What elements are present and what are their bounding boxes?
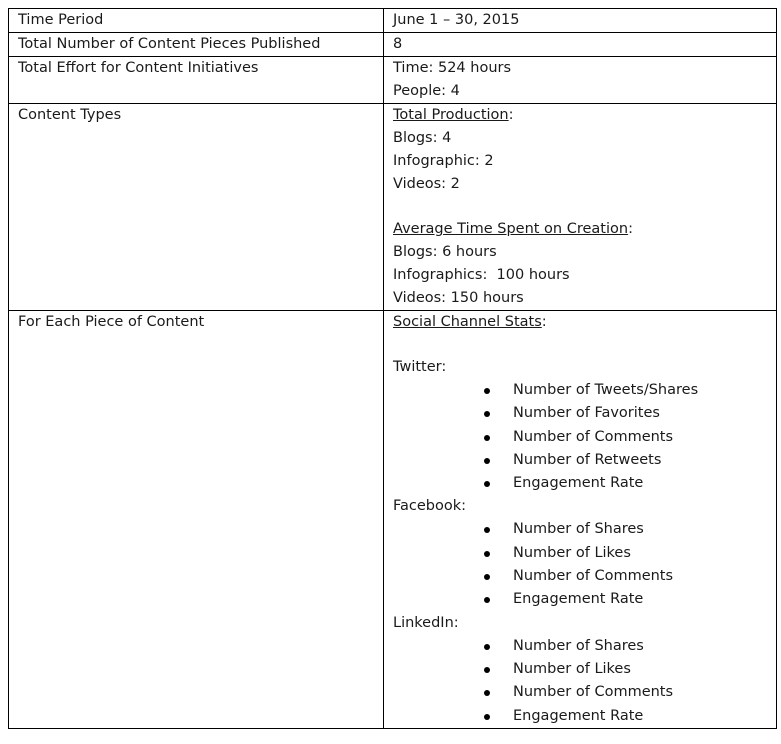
- row-value-cell: [384, 57, 777, 104]
- heading-colon: :: [541, 314, 547, 330]
- bullet-icon: [484, 714, 490, 720]
- list-item-text: Engagement Rate: [513, 707, 644, 724]
- bullet-icon: [484, 690, 490, 696]
- list-item-text: Number of Likes: [513, 660, 631, 677]
- list-item-text: Number of Likes: [513, 544, 631, 561]
- table-row-total-pieces: [9, 33, 777, 57]
- list-item: [393, 402, 767, 425]
- social-stats-heading-text: Social Channel Stats: [393, 314, 542, 330]
- channel-facebook-label: Facebook:: [393, 498, 467, 515]
- bullet-icon: [484, 435, 490, 441]
- list-item: [393, 472, 767, 495]
- row-value: June 1 – 30, 2015: [393, 12, 520, 28]
- table-row-total-effort: [9, 57, 777, 104]
- list-item-text: Number of Comments: [513, 568, 674, 585]
- production-blogs: Blogs: 4: [393, 130, 452, 146]
- row-label-cell: [9, 33, 384, 57]
- list-item: [393, 681, 767, 704]
- list-item: [393, 449, 767, 472]
- row-label: Content Types: [18, 107, 122, 123]
- row-label-cell: [9, 104, 384, 311]
- average-time-heading-text: Average Time Spent on Creation: [393, 221, 629, 237]
- bullet-icon: [484, 458, 490, 464]
- bullet-icon: [484, 644, 490, 650]
- facebook-metrics-list: [393, 518, 767, 611]
- list-item-text: Number of Shares: [513, 521, 644, 538]
- social-stats-heading: [393, 311, 767, 334]
- table-row-time-period: [9, 9, 777, 33]
- avg-infographics: Infographics: 100 hours: [393, 267, 570, 283]
- list-item-text: Number of Retweets: [513, 451, 662, 468]
- table-row-each-piece: [9, 311, 777, 729]
- linkedin-metrics-list: [393, 635, 767, 728]
- bullet-icon: [484, 574, 490, 580]
- row-label-cell: [9, 9, 384, 33]
- channel-linkedin-label: LinkedIn:: [393, 614, 459, 631]
- row-label-cell: [9, 311, 384, 729]
- bullet-icon: [484, 667, 490, 673]
- bullet-icon: [484, 597, 490, 603]
- avg-blogs: Blogs: 6 hours: [393, 244, 497, 260]
- average-time-heading: [393, 218, 767, 241]
- effort-people: People: 4: [393, 83, 460, 99]
- list-item-text: Number of Shares: [513, 637, 644, 654]
- bullet-icon: [484, 388, 490, 394]
- production-infographic: Infographic: 2: [393, 153, 494, 169]
- effort-time: Time: 524 hours: [393, 60, 512, 76]
- list-item-text: Number of Comments: [513, 684, 674, 701]
- table-row-content-types: [9, 104, 777, 311]
- list-item: [393, 542, 767, 565]
- production-videos: Videos: 2: [393, 176, 460, 192]
- list-item: [393, 658, 767, 681]
- spacer: [393, 334, 767, 356]
- content-metrics-table: [8, 8, 777, 729]
- list-item-text: Number of Favorites: [513, 405, 660, 422]
- bullet-icon: [484, 527, 490, 533]
- list-item-text: Engagement Rate: [513, 591, 644, 608]
- row-label: Total Effort for Content Initiatives: [18, 60, 259, 76]
- row-value-cell: [384, 9, 777, 33]
- row-value: 8: [393, 36, 403, 52]
- row-label: Time Period: [18, 12, 104, 28]
- spacer: [393, 196, 767, 218]
- channel-twitter-label: Twitter:: [393, 359, 447, 375]
- total-production-heading-text: Total Production: [393, 107, 509, 123]
- list-item: [393, 426, 767, 449]
- row-label: Total Number of Content Pieces Published: [18, 36, 321, 52]
- twitter-metrics-list: [393, 379, 767, 495]
- row-label-cell: [9, 57, 384, 104]
- list-item: [393, 518, 767, 541]
- bullet-icon: [484, 551, 490, 557]
- list-item-text: Engagement Rate: [513, 475, 644, 492]
- row-value-cell: [384, 104, 777, 311]
- list-item: [393, 705, 767, 728]
- total-production-heading: [393, 104, 767, 127]
- list-item: [393, 379, 767, 402]
- list-item: [393, 588, 767, 611]
- list-item-text: Number of Comments: [513, 428, 674, 445]
- row-value-cell: [384, 311, 777, 729]
- row-label: For Each Piece of Content: [18, 314, 205, 330]
- list-item: [393, 635, 767, 658]
- bullet-icon: [484, 481, 490, 487]
- list-item-text: Number of Tweets/Shares: [513, 382, 699, 398]
- avg-videos: Videos: 150 hours: [393, 290, 524, 306]
- heading-colon: :: [628, 221, 633, 237]
- list-item: [393, 565, 767, 588]
- heading-colon: :: [508, 107, 514, 123]
- bullet-icon: [484, 411, 490, 417]
- row-value-cell: [384, 33, 777, 57]
